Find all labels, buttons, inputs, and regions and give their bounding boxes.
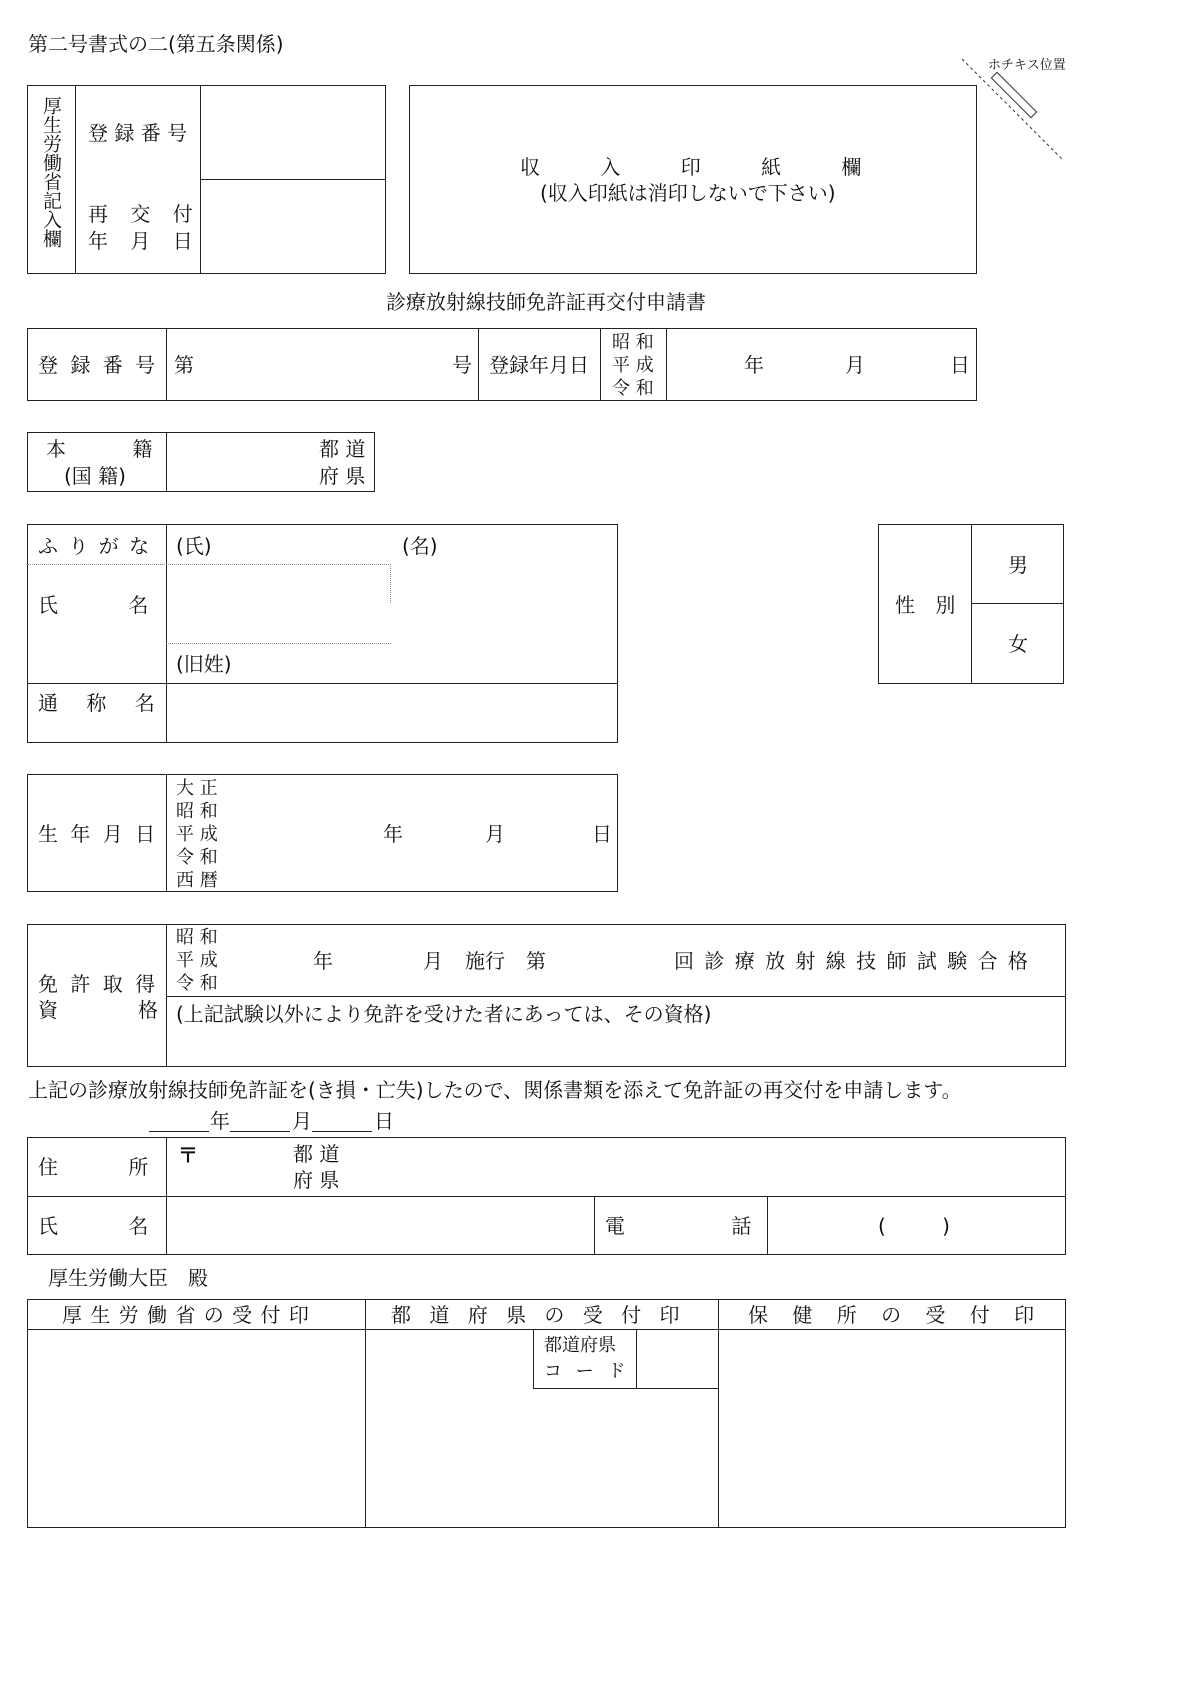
staple-label: ホチキス位置	[988, 58, 1066, 73]
revenue-stamp-note: (収入印紙は消印しないで下さい)	[540, 181, 836, 205]
revenue-stamp-box	[409, 85, 977, 274]
registration-era-reiwa: 令 和	[612, 378, 654, 399]
domicile-pref-1: 都 道	[319, 437, 366, 461]
domicile-label: 本 籍	[46, 437, 153, 461]
applicant-name-label: 氏 名	[38, 1214, 149, 1238]
registration-month: 月	[845, 353, 865, 377]
date-year: 年	[210, 1109, 230, 1133]
address-pref-2: 府 県	[293, 1168, 340, 1192]
birth-era-taisho: 大 正	[176, 778, 218, 799]
birth-year: 年	[383, 822, 403, 846]
phone-label: 電 話	[605, 1214, 752, 1238]
ministry-reissue-label-2: 年 月 日	[88, 229, 193, 253]
address-label: 住 所	[38, 1155, 149, 1179]
birth-day: 日	[592, 822, 612, 846]
addressee: 厚生労働大臣 殿	[48, 1266, 208, 1290]
nationality-label: (国 籍)	[64, 464, 126, 488]
receipt-prefecture: 都 道 府 県 の 受 付 印	[391, 1303, 680, 1327]
birth-date-label: 生 年 月 日	[38, 822, 156, 846]
revenue-stamp-title: 収 入 印 紙 欄	[520, 155, 862, 179]
license-label-2a: 資	[38, 998, 58, 1022]
date-month: 月	[292, 1109, 312, 1133]
surname-label: (氏)	[176, 534, 212, 558]
former-surname-label: (旧姓)	[176, 652, 232, 676]
address-pref-1: 都 道	[293, 1142, 340, 1166]
alias-label: 通 称 名	[38, 691, 155, 715]
license-era-showa: 昭 和	[176, 927, 218, 948]
ministry-registration-number-label: 登 録 番 号	[88, 121, 188, 145]
postal-mark: 〒	[178, 1143, 198, 1167]
license-label-2b: 格	[138, 998, 158, 1022]
sex-male[interactable]: 男	[1008, 553, 1028, 577]
birth-month: 月	[485, 822, 505, 846]
declaration-text: 上記の診療放射線技師免許証を(き損・亡失)したので、関係書類を添えて免許証の再交付を申請します。	[28, 1078, 962, 1102]
birth-era-western: 西 暦	[176, 870, 218, 891]
license-era-reiwa: 令 和	[176, 973, 218, 994]
ministry-side-title: 厚生労働省記入欄	[40, 96, 62, 248]
phone-brackets: ( )	[878, 1214, 950, 1238]
registration-era-showa: 昭 和	[612, 332, 654, 353]
license-other-note: (上記試験以外により免許を受けた者にあっては、その資格)	[176, 1002, 712, 1026]
registration-day: 日	[950, 353, 970, 377]
license-exam-text: 回 診 療 放 射 線 技 師 試 験 合 格	[674, 949, 1028, 973]
pref-code-label-1: 都道府県	[544, 1335, 616, 1356]
license-year: 年	[313, 949, 333, 973]
domicile-pref-2: 府 県	[319, 464, 366, 488]
sex-female[interactable]: 女	[1008, 632, 1028, 656]
registration-prefix: 第	[174, 353, 194, 377]
license-era-heisei: 平 成	[176, 950, 218, 971]
date-day: 日	[374, 1109, 394, 1133]
receipt-ministry: 厚 生 労 働 省 の 受 付 印	[62, 1303, 309, 1327]
birth-era-reiwa: 令 和	[176, 847, 218, 868]
name-label: 氏 名	[38, 593, 149, 617]
pref-code-label-2: コ ー ド	[544, 1361, 626, 1382]
license-month: 月	[423, 949, 443, 973]
document-title: 診療放射線技師免許証再交付申請書	[386, 290, 706, 314]
receipt-health-center: 保 健 所 の 受 付 印	[748, 1303, 1035, 1327]
license-number-prefix: 第	[526, 949, 546, 973]
registration-year: 年	[744, 353, 764, 377]
registration-era-heisei: 平 成	[612, 355, 654, 376]
ministry-reissue-label-1: 再 交 付	[88, 202, 193, 226]
birth-era-showa: 昭 和	[176, 801, 218, 822]
furigana-label: ふ り が な	[38, 534, 150, 558]
license-label-1: 免 許 取 得	[38, 972, 156, 996]
given-name-label: (名)	[402, 534, 438, 558]
registration-number-label: 登 録 番 号	[38, 353, 156, 377]
license-enforced: 施行	[465, 949, 505, 973]
sex-label: 性 別	[895, 593, 956, 617]
form-header: 第二号書式の二(第五条関係)	[28, 32, 284, 56]
registration-date-label: 登録年月日	[489, 353, 589, 377]
birth-era-heisei: 平 成	[176, 824, 218, 845]
registration-suffix: 号	[452, 353, 472, 377]
